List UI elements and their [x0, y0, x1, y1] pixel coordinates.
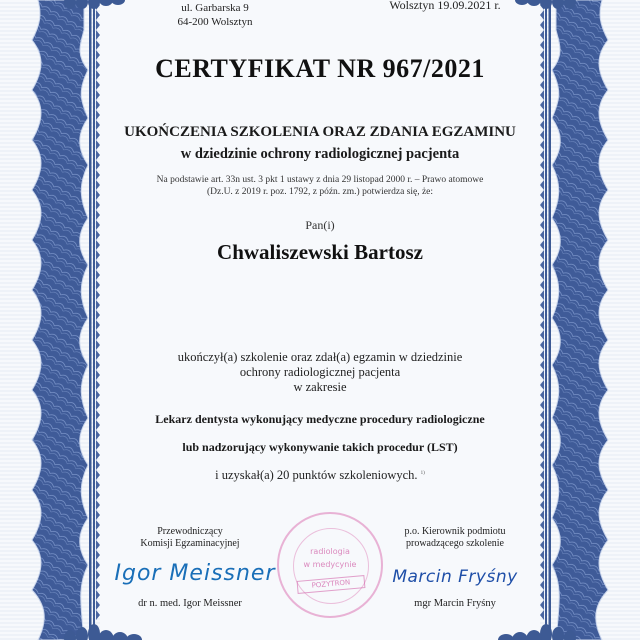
address-street: ul. Garbarska 9: [181, 2, 249, 14]
points-statement: [100, 466, 540, 483]
legal-basis-line1: Na podstawie art. 33n ust. 3 pkt 1 ustawy z dnia 29 listopad 2000 r. – Prawo atomowe: [156, 175, 484, 185]
legal-basis-line2: (Dz.U. z 2019 r. poz. 1792, z późn. zm.) potwierdza się, że:: [206, 187, 434, 197]
right-role-line1: p.o. Kierownik podmiotu: [404, 526, 506, 537]
left-role-line2: Komisji Egzaminacyjnej: [140, 538, 240, 549]
right-signatory-role: [385, 526, 525, 550]
certificate-field: w dziedzinie ochrony radiologicznej pacjenta: [180, 146, 460, 162]
completion-line1: ukończył(a) szkolenie oraz zdał(a) egzamin w dziedzinie: [177, 350, 463, 364]
left-signature: Igor Meissner: [114, 561, 276, 586]
right-signatory-name: mgr Marcin Fryśny: [414, 598, 496, 609]
completion-statement: [100, 350, 540, 395]
certificate-subtitle: UKOŃCZENIA SZKOLENIA ORAZ ZDANIA EGZAMINU: [124, 124, 516, 140]
completion-line3: w zakresie: [293, 380, 347, 394]
stamp-line2: w medycynie: [303, 560, 357, 569]
legal-basis: [100, 174, 540, 198]
footnote-marker: 1): [420, 471, 425, 476]
certificate-title: CERTYFIKAT NR 967/2021: [155, 54, 485, 83]
salutation: Pan(i): [305, 218, 335, 232]
completion-line2: ochrony radiologicznej pacjenta: [239, 365, 401, 379]
scope-line2: lub nadzorujący wykonywanie takich procedur (LST): [182, 440, 458, 454]
issuer-address: [150, 1, 280, 29]
left-role-line1: Przewodniczący: [157, 526, 223, 537]
place-date: Wolsztyn 19.09.2021 r.: [389, 0, 501, 12]
stamp-line1: radiologia: [310, 547, 350, 556]
recipient-name: Chwaliszewski Bartosz: [217, 240, 423, 264]
right-signature: Marcin Fryśny: [392, 567, 518, 587]
left-signatory-name: dr n. med. Igor Meissner: [138, 598, 242, 609]
scope-line1: Lekarz dentysta wykonujący medyczne procedury radiologiczne: [155, 412, 485, 426]
stamp-ribbon: POZYTRON: [297, 575, 366, 594]
address-city: 64-200 Wolsztyn: [177, 16, 253, 28]
official-stamp: [277, 512, 383, 618]
points-text: i uzyskał(a) 20 punktów szkoleniowych.: [215, 468, 418, 483]
right-role-line2: prowadzącego szkolenie: [405, 538, 504, 549]
left-signatory-role: [120, 526, 260, 550]
